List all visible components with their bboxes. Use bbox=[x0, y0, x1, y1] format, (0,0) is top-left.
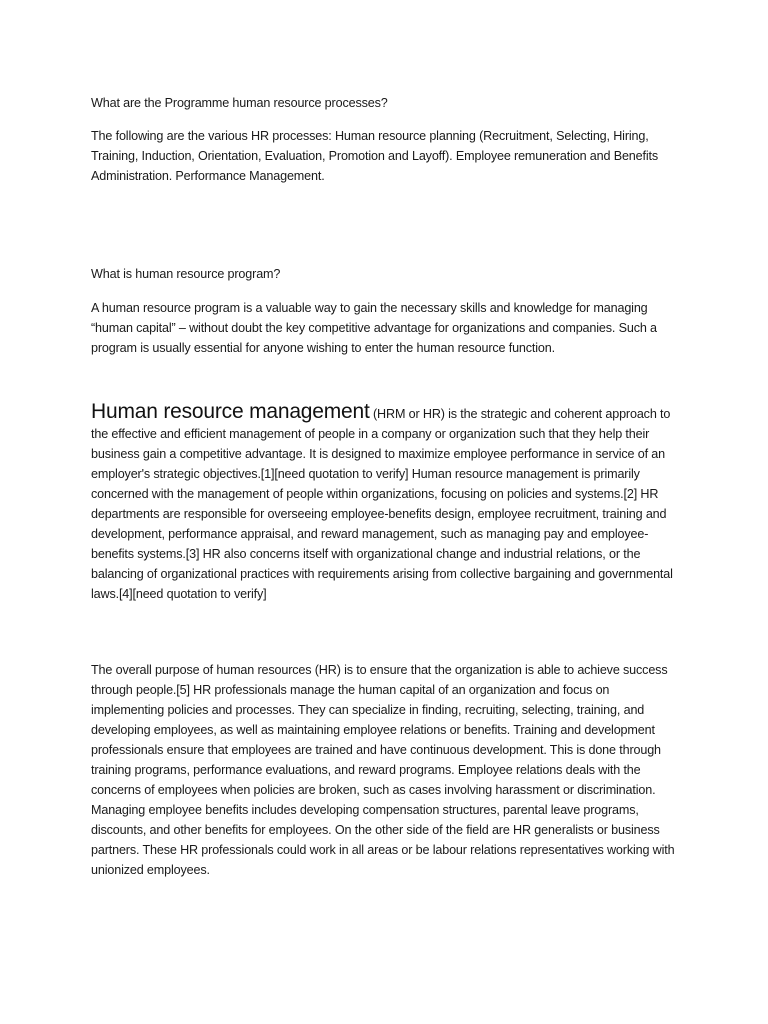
hrm-body: (HRM or HR) is the strategic and coherent approach to the effective and efficient management of people in a company or organization such that they help their business gain a competitive advantage. It is designed to maximize employee performance in service of an employer's strategic objectives.[1][need quotation to verify] Human resource management is primarily concerned with the management of people within organizations, focusing on policies and systems.[2] HR departments are responsible for overseeing employee-benefits design, employee recruitment, training and development, performance appraisal, and reward management, such as managing pay and employee-benefits systems.[3] HR also concerns itself with organizational change and industrial relations, or the balancing of organizational practices with requirements arising from collective bargaining and governmental laws.[4][need quotation to verify] bbox=[91, 407, 673, 601]
hrm-heading: Human resource management bbox=[91, 400, 370, 423]
answer-programme-processes: The following are the various HR processes: Human resource planning (Recruitment, Selecting, Hiring, Training, Induction, Orientation, Evaluation, Promotion and Layoff). Employee remuneration and Benefits Administration. Performance Management. bbox=[91, 129, 658, 183]
question-programme-processes: What are the Programme human resource processes? bbox=[91, 96, 388, 110]
question-hr-program: What is human resource program? bbox=[91, 267, 281, 281]
hrm-definition-paragraph bbox=[91, 402, 683, 604]
answer-hr-program: A human resource program is a valuable way to gain the necessary skills and knowledge for managing “human capital” – without doubt the key competitive advantage for organizations and companies. Such a program is usually essential for anyone wishing to enter the human resource function. bbox=[91, 301, 657, 355]
hr-purpose-paragraph: The overall purpose of human resources (HR) is to ensure that the organization is able to achieve success through people.[5] HR professionals manage the human capital of an organization and focus on implementing policies and processes. They can specialize in finding, recruiting, selecting, training, and developing employees, as well as maintaining employee relations or benefits. Training and development professionals ensure that employees are trained and have continuous development. This is done through training programs, performance evaluations, and reward programs. Employee relations deals with the concerns of employees when policies are broken, such as cases involving harassment or discrimination. Managing employee benefits includes developing compensation structures, parental leave programs, discounts, and other benefits for employees. On the other side of the field are HR generalists or business partners. These HR professionals could work in all areas or be labour relations representatives working with unionized employees. bbox=[91, 663, 675, 877]
